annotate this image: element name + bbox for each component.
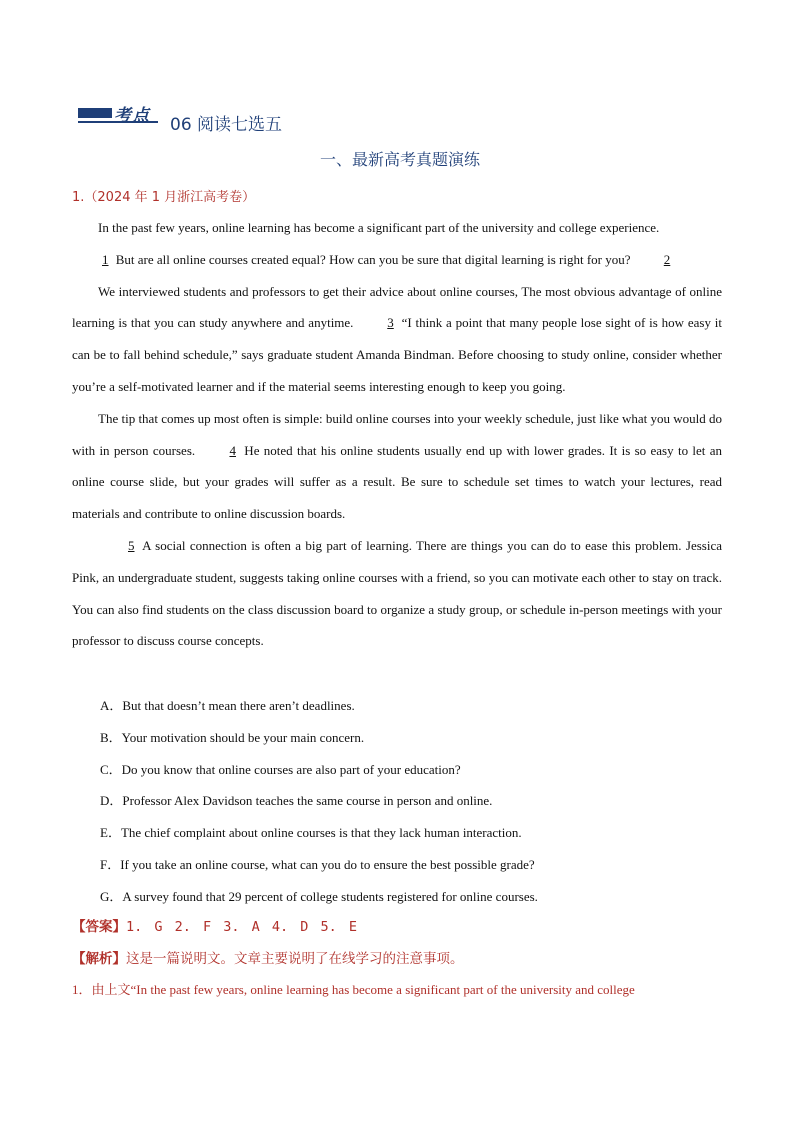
analysis-note-1: 1．由上文“In the past few years, online learning has become a significant part of the university and college — [72, 982, 635, 997]
option-d: D．Professor Alex Davidson teaches the same course in person and online. — [100, 793, 493, 809]
answer-values: 1. G 2. F 3. A 4. D 5. E — [126, 919, 358, 935]
option-e: E．The chief complaint about online courses is that they lack human interaction. — [100, 825, 522, 841]
blank-4: 4 — [229, 442, 236, 458]
blank-5: 5 — [128, 537, 135, 553]
question-source: 1.（2024 年 1 月浙江高考卷） — [72, 190, 256, 205]
blank-2: 2 — [663, 251, 671, 267]
answer-line — [72, 915, 357, 935]
analysis-line — [72, 947, 464, 967]
analysis-tag: 【解析】 — [72, 951, 126, 967]
analysis-text: 这是一篇说明文。文章主要说明了在线学习的注意事项。 — [126, 951, 464, 967]
blank-1: 1 — [102, 251, 109, 267]
option-b: B．Your motivation should be your main concern. — [100, 729, 365, 745]
badge-bar — [78, 108, 112, 118]
blank-3: 3 — [387, 315, 394, 331]
passage-paragraph-3: The tip that comes up most often is simple: build online courses into your weekly schedule, just like what you would do with in person courses. 4 He noted that his online students usually end up with lower grades. It is so easy to let an online course slide, but your grades will suffer as a result. Be sure to schedule set times to watch your lectures, read materials and contribute to online discussion boards. — [72, 410, 722, 522]
topic-header — [76, 101, 476, 135]
passage-paragraph-2: We interviewed students and professors to get their advice about online courses, The most obvious advantage of online learning is that you can study anywhere and anytime. 3 “I think a point that many people lose sight of is how easy it can be to fall behind schedule,” says graduate student Amanda Bindman. Before choosing to study online, consider whether you’re a self-motivated learner and if the material seems interesting enough to keep you going. — [72, 283, 722, 394]
topic-badge — [76, 101, 160, 125]
topic-title: 06 阅读七选五 — [170, 115, 283, 135]
options-list — [100, 690, 538, 913]
option-g: G．A survey found that 29 percent of college students registered for online courses. — [100, 888, 538, 904]
option-f: F．If you take an online course, what can you do to ensure the best possible grade? — [100, 856, 535, 872]
option-c: C．Do you know that online courses are also part of your education? — [100, 761, 461, 777]
passage-paragraph-4: 5 A social connection is often a big part of learning. There are things you can do to ease this problem. Jessica Pink, an undergraduate student, suggests taking online courses with a friend, so you can motivate each other to stay on track. You can also find students on the class discussion board to organize a study group, or schedule in-person meetings with your professor to discuss course concepts. — [72, 530, 722, 657]
answer-tag: 【答案】 — [72, 919, 126, 935]
badge-label: 考点 — [114, 106, 150, 126]
option-a: A．But that doesn’t mean there aren’t deadlines. — [100, 698, 355, 713]
passage-paragraph-1: In the past few years, online learning has become a significant part of the university and college experience. 1 But are all online courses created equal? How can you be sure that digital learning is right for you? 2 — [72, 212, 722, 276]
passage — [72, 212, 722, 657]
section-title: 一、最新高考真题演练 — [319, 150, 480, 169]
